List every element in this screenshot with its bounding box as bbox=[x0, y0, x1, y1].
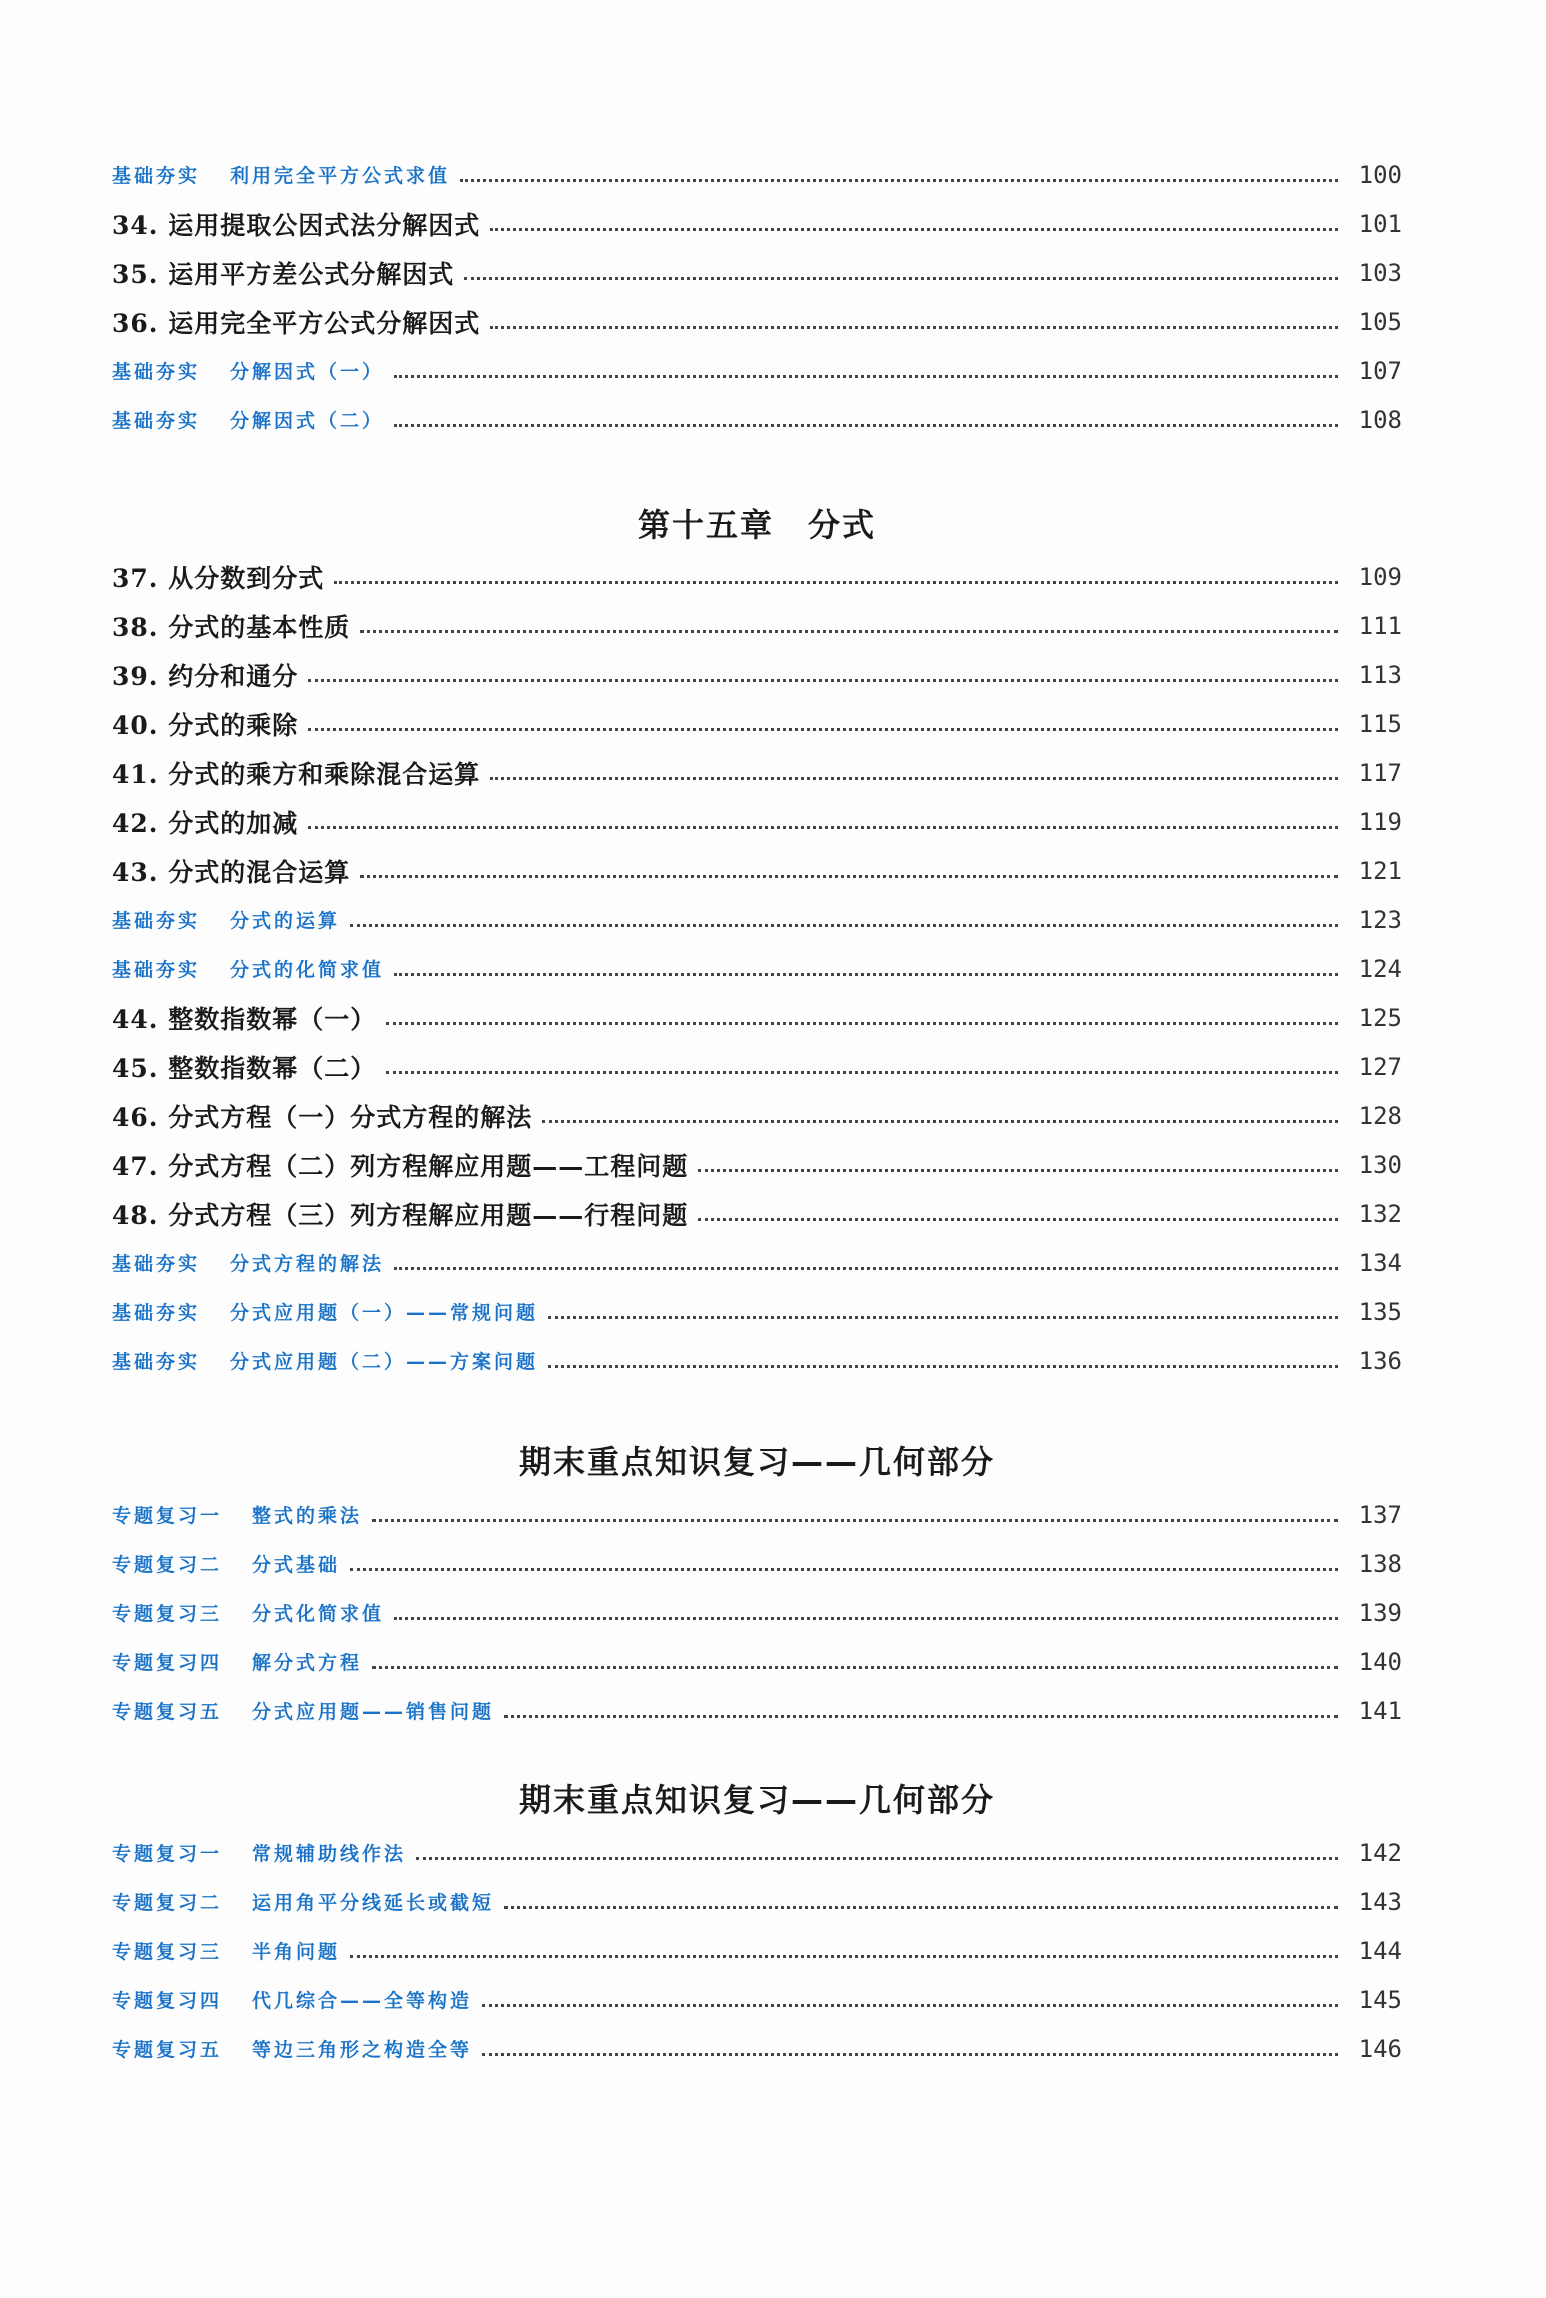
toc-entry-page-number: 138 bbox=[1358, 1549, 1402, 1578]
toc-entry-tag bbox=[112, 1888, 494, 1915]
dot-leader bbox=[504, 1715, 1338, 1718]
toc-entry-page-number: 128 bbox=[1358, 1101, 1402, 1130]
toc-entry-page-number: 115 bbox=[1358, 709, 1402, 738]
toc-entry[interactable] bbox=[112, 1877, 1402, 1926]
toc-entry-subtitle: 分式基础 bbox=[252, 1554, 341, 1576]
toc-entry-page-number: 127 bbox=[1358, 1052, 1402, 1081]
toc-entry-tag bbox=[112, 406, 384, 433]
dot-leader bbox=[548, 1316, 1338, 1319]
toc-entry-label: 基础夯实 bbox=[112, 1253, 201, 1275]
toc-entry-label: 44. 整数指数幂（一） bbox=[112, 1004, 377, 1034]
toc-entry-subtitle: 半角问题 bbox=[252, 1941, 341, 1963]
toc-entry-page-number: 123 bbox=[1358, 905, 1402, 934]
toc-entry-label: 48. 分式方程（三）列方程解应用题——行程问题 bbox=[112, 1200, 689, 1230]
toc-entry-title bbox=[112, 657, 298, 693]
dot-leader bbox=[360, 875, 1338, 878]
toc-entry-page-number: 141 bbox=[1358, 1696, 1402, 1725]
toc-entry[interactable] bbox=[112, 993, 1402, 1042]
toc-entry-page-number: 111 bbox=[1358, 611, 1402, 640]
toc-entry-subtitle: 分式应用题（二）——方案问题 bbox=[230, 1351, 539, 1373]
toc-entry-page-number: 143 bbox=[1358, 1887, 1402, 1916]
chapter-heading-15: 第十五章 分式 bbox=[637, 506, 876, 544]
toc-entry-title bbox=[112, 559, 324, 595]
dot-leader bbox=[394, 375, 1338, 378]
dot-leader bbox=[360, 630, 1338, 633]
toc-entry-page-number: 145 bbox=[1358, 1985, 1402, 2014]
toc-entry-title bbox=[112, 1147, 688, 1183]
dot-leader bbox=[542, 1120, 1338, 1123]
toc-entry-tag bbox=[112, 1501, 362, 1528]
toc-entry-subtitle: 解分式方程 bbox=[252, 1652, 363, 1674]
toc-section-review-2 bbox=[112, 1828, 1402, 2073]
toc-entry-subtitle: 利用完全平方公式求值 bbox=[230, 165, 451, 187]
toc-entry[interactable] bbox=[112, 1042, 1402, 1091]
toc-entry-label: 专题复习二 bbox=[112, 1892, 223, 1914]
toc-entry-title bbox=[112, 755, 480, 791]
toc-entry-subtitle: 整式的乘法 bbox=[252, 1505, 363, 1527]
dot-leader bbox=[482, 2053, 1338, 2056]
toc-section-chapter-15 bbox=[112, 552, 1402, 1385]
toc-entry-label: 基础夯实 bbox=[112, 910, 201, 932]
toc-entry-tag bbox=[112, 1937, 340, 1964]
toc-entry[interactable] bbox=[112, 199, 1402, 248]
toc-entry-label: 39. 约分和通分 bbox=[112, 661, 299, 691]
toc-entry-label: 基础夯实 bbox=[112, 1302, 201, 1324]
toc-entry-subtitle: 等边三角形之构造全等 bbox=[252, 2039, 473, 2061]
dot-leader bbox=[334, 581, 1338, 584]
toc-entry[interactable] bbox=[112, 1490, 1402, 1539]
toc-entry-tag bbox=[112, 1599, 384, 1626]
toc-entry-page-number: 109 bbox=[1358, 562, 1402, 591]
toc-entry[interactable] bbox=[112, 395, 1402, 444]
dot-leader bbox=[350, 924, 1338, 927]
toc-entry[interactable] bbox=[112, 650, 1402, 699]
dot-leader bbox=[490, 777, 1338, 780]
toc-entry-label: 41. 分式的乘方和乘除混合运算 bbox=[112, 759, 481, 789]
dot-leader bbox=[698, 1169, 1338, 1172]
toc-entry-label: 基础夯实 bbox=[112, 165, 201, 187]
toc-entry-page-number: 100 bbox=[1358, 160, 1402, 189]
toc-entry-subtitle: 分式应用题（一）——常规问题 bbox=[230, 1302, 539, 1324]
dot-leader bbox=[394, 424, 1338, 427]
toc-entry-subtitle: 常规辅助线作法 bbox=[252, 1843, 407, 1865]
dot-leader bbox=[386, 1071, 1338, 1074]
toc-entry-label: 专题复习四 bbox=[112, 1990, 223, 2012]
toc-entry-label: 35. 运用平方差公式分解因式 bbox=[112, 259, 455, 289]
toc-entry-title bbox=[112, 804, 298, 840]
toc-entry-tag bbox=[112, 1986, 472, 2013]
toc-entry-page-number: 137 bbox=[1358, 1500, 1402, 1529]
toc-entry-label: 专题复习一 bbox=[112, 1505, 223, 1527]
toc-entry-tag bbox=[112, 1347, 538, 1374]
toc-entry[interactable] bbox=[112, 1287, 1402, 1336]
toc-entry[interactable] bbox=[112, 1336, 1402, 1385]
toc-entry-tag bbox=[112, 906, 340, 933]
toc-entry-subtitle: 分式的化简求值 bbox=[230, 959, 385, 981]
toc-entry-page-number: 105 bbox=[1358, 307, 1402, 336]
toc-entry-tag bbox=[112, 357, 384, 384]
toc-entry[interactable] bbox=[112, 1828, 1402, 1877]
toc-entry[interactable] bbox=[112, 1140, 1402, 1189]
toc-entry-tag bbox=[112, 2035, 472, 2062]
toc-entry-label: 基础夯实 bbox=[112, 410, 201, 432]
toc-entry-page-number: 132 bbox=[1358, 1199, 1402, 1228]
toc-entry-label: 38. 分式的基本性质 bbox=[112, 612, 351, 642]
toc-entry-tag bbox=[112, 1249, 384, 1276]
toc-entry-page-number: 144 bbox=[1358, 1936, 1402, 1965]
toc-entry-page-number: 140 bbox=[1358, 1647, 1402, 1676]
toc-entry-page-number: 121 bbox=[1358, 856, 1402, 885]
toc-entry-tag bbox=[112, 1697, 494, 1724]
toc-entry-subtitle: 分式应用题——销售问题 bbox=[252, 1701, 495, 1723]
toc-entry[interactable] bbox=[112, 2024, 1402, 2073]
toc-entry-title bbox=[112, 706, 298, 742]
toc-entry-page-number: 124 bbox=[1358, 954, 1402, 983]
toc-entry[interactable] bbox=[112, 1539, 1402, 1588]
toc-entry[interactable] bbox=[112, 895, 1402, 944]
dot-leader bbox=[504, 1906, 1338, 1909]
toc-entry[interactable] bbox=[112, 1588, 1402, 1637]
toc-entry-tag bbox=[112, 1839, 406, 1866]
toc-entry[interactable] bbox=[112, 1926, 1402, 1975]
dot-leader bbox=[490, 326, 1338, 329]
toc-entry-label: 43. 分式的混合运算 bbox=[112, 857, 351, 887]
toc-entry-label: 专题复习四 bbox=[112, 1652, 223, 1674]
toc-entry-subtitle: 分解因式（一） bbox=[230, 361, 385, 383]
toc-entry[interactable] bbox=[112, 1686, 1402, 1735]
toc-entry[interactable] bbox=[112, 1975, 1402, 2024]
dot-leader bbox=[394, 1267, 1338, 1270]
toc-entry[interactable] bbox=[112, 846, 1402, 895]
toc-entry[interactable] bbox=[112, 797, 1402, 846]
toc-entry-label: 专题复习三 bbox=[112, 1941, 223, 1963]
toc-entry-label: 基础夯实 bbox=[112, 361, 201, 383]
dot-leader bbox=[308, 826, 1338, 829]
toc-entry-page-number: 101 bbox=[1358, 209, 1402, 238]
review-heading-1: 期末重点知识复习——几何部分 bbox=[518, 1443, 995, 1481]
toc-entry-subtitle: 分解因式（二） bbox=[230, 410, 385, 432]
toc-section-top bbox=[112, 150, 1402, 444]
dot-leader bbox=[416, 1857, 1338, 1860]
toc-entry-page-number: 113 bbox=[1358, 660, 1402, 689]
toc-entry-subtitle: 分式化简求值 bbox=[252, 1603, 385, 1625]
toc-entry-page-number: 130 bbox=[1358, 1150, 1402, 1179]
toc-entry[interactable] bbox=[112, 699, 1402, 748]
dot-leader bbox=[460, 179, 1338, 182]
toc-entry-label: 47. 分式方程（二）列方程解应用题——工程问题 bbox=[112, 1151, 689, 1181]
dot-leader bbox=[394, 973, 1338, 976]
toc-entry-label: 42. 分式的加减 bbox=[112, 808, 299, 838]
toc-entry[interactable] bbox=[112, 1189, 1402, 1238]
toc-entry-page-number: 139 bbox=[1358, 1598, 1402, 1627]
toc-entry-page-number: 135 bbox=[1358, 1297, 1402, 1326]
dot-leader bbox=[350, 1955, 1338, 1958]
toc-entry-label: 34. 运用提取公因式法分解因式 bbox=[112, 210, 481, 240]
toc-entry-page-number: 108 bbox=[1358, 405, 1402, 434]
dot-leader bbox=[464, 277, 1338, 280]
toc-entry[interactable] bbox=[112, 601, 1402, 650]
toc-entry-title bbox=[112, 608, 350, 644]
review-heading-2: 期末重点知识复习——几何部分 bbox=[518, 1781, 995, 1819]
toc-entry-tag bbox=[112, 1550, 340, 1577]
toc-entry-title bbox=[112, 1049, 376, 1085]
toc-entry[interactable] bbox=[112, 1637, 1402, 1686]
toc-entry-label: 专题复习二 bbox=[112, 1554, 223, 1576]
toc-entry-title bbox=[112, 255, 454, 291]
dot-leader bbox=[482, 2004, 1338, 2007]
toc-entry-subtitle: 运用角平分线延长或截短 bbox=[252, 1892, 495, 1914]
toc-entry-label: 45. 整数指数幂（二） bbox=[112, 1053, 377, 1083]
toc-entry-tag bbox=[112, 955, 384, 982]
toc-entry-page-number: 134 bbox=[1358, 1248, 1402, 1277]
toc-entry-label: 专题复习五 bbox=[112, 2039, 223, 2061]
toc-entry-title bbox=[112, 1000, 376, 1036]
toc-entry-label: 基础夯实 bbox=[112, 959, 201, 981]
toc-entry-page-number: 103 bbox=[1358, 258, 1402, 287]
dot-leader bbox=[490, 228, 1338, 231]
dot-leader bbox=[386, 1022, 1338, 1025]
toc-entry-label: 36. 运用完全平方公式分解因式 bbox=[112, 308, 481, 338]
toc-entry-label: 40. 分式的乘除 bbox=[112, 710, 299, 740]
toc-entry-subtitle: 分式方程的解法 bbox=[230, 1253, 385, 1275]
toc-entry-page-number: 107 bbox=[1358, 356, 1402, 385]
dot-leader bbox=[308, 679, 1338, 682]
toc-entry-label: 37. 从分数到分式 bbox=[112, 563, 325, 593]
toc-entry[interactable] bbox=[112, 1091, 1402, 1140]
toc-entry[interactable] bbox=[112, 248, 1402, 297]
dot-leader bbox=[698, 1218, 1338, 1221]
toc-entry-page-number: 142 bbox=[1358, 1838, 1402, 1867]
toc-section-review-1 bbox=[112, 1490, 1402, 1735]
toc-entry-page-number: 117 bbox=[1358, 758, 1402, 787]
toc-entry-subtitle: 代几综合——全等构造 bbox=[252, 1990, 473, 2012]
toc-entry[interactable] bbox=[112, 552, 1402, 601]
toc-entry-title bbox=[112, 853, 350, 889]
toc-entry-label: 专题复习一 bbox=[112, 1843, 223, 1865]
dot-leader bbox=[372, 1666, 1338, 1669]
dot-leader bbox=[308, 728, 1338, 731]
toc-entry-label: 46. 分式方程（一）分式方程的解法 bbox=[112, 1102, 533, 1132]
toc-entry[interactable] bbox=[112, 1238, 1402, 1287]
toc-entry[interactable] bbox=[112, 748, 1402, 797]
toc-entry[interactable] bbox=[112, 944, 1402, 993]
toc-entry-page-number: 146 bbox=[1358, 2034, 1402, 2063]
toc-entry[interactable] bbox=[112, 297, 1402, 346]
dot-leader bbox=[548, 1365, 1338, 1368]
toc-entry-title bbox=[112, 206, 480, 242]
toc-entry-subtitle: 分式的运算 bbox=[230, 910, 341, 932]
toc-entry-page-number: 136 bbox=[1358, 1346, 1402, 1375]
toc-entry-page-number: 119 bbox=[1358, 807, 1402, 836]
dot-leader bbox=[350, 1568, 1338, 1571]
toc-entry-label: 专题复习五 bbox=[112, 1701, 223, 1723]
toc-entry-page-number: 125 bbox=[1358, 1003, 1402, 1032]
toc-entry-title bbox=[112, 1196, 688, 1232]
dot-leader bbox=[372, 1519, 1338, 1522]
toc-entry-tag bbox=[112, 1648, 362, 1675]
toc-entry-tag bbox=[112, 1298, 538, 1325]
dot-leader bbox=[394, 1617, 1338, 1620]
toc-entry-label: 基础夯实 bbox=[112, 1351, 201, 1373]
toc-entry[interactable] bbox=[112, 346, 1402, 395]
toc-entry-title bbox=[112, 1098, 532, 1134]
toc-entry-tag bbox=[112, 161, 450, 188]
toc-entry-label: 专题复习三 bbox=[112, 1603, 223, 1625]
toc-entry-title bbox=[112, 304, 480, 340]
toc-entry[interactable] bbox=[112, 150, 1402, 199]
